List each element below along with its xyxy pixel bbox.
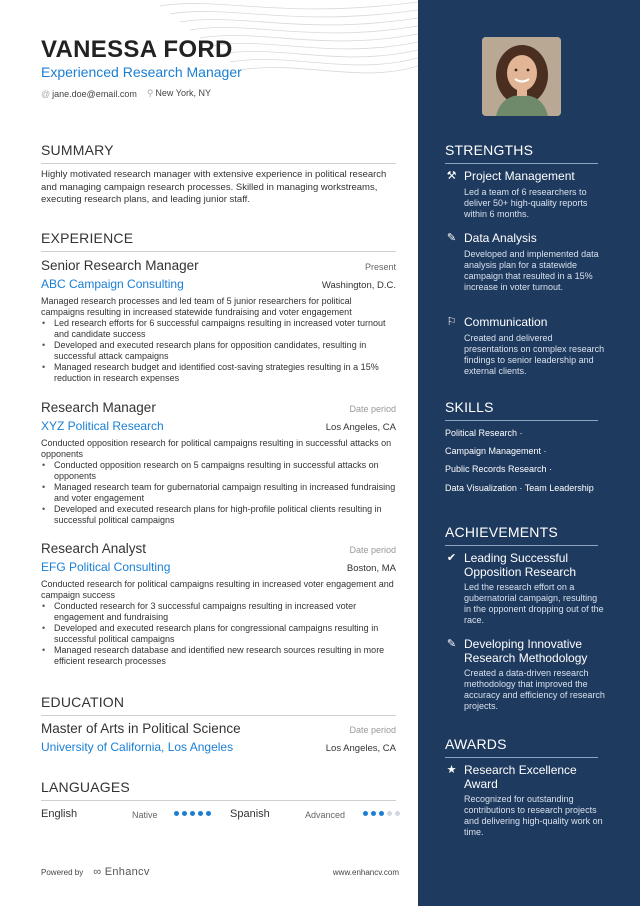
candidate-name: VANESSA FORD [41,36,233,63]
education-heading: EDUCATION [41,694,396,716]
email-contact[interactable] [41,89,137,99]
location-pin-icon: ⚲ [146,88,154,98]
job-bullet: • Conducted opposition research on 5 campaigns resulting in successful attacks on opponents [41,460,396,482]
languages-heading: LANGUAGES [41,779,396,801]
job-bullet: • Managed research team for gubernatorial campaign resulting in increased fundraising and voter engagement [41,482,396,504]
job-bullet: • Conducted research for 3 successful campaigns resulting in increased voter engagement and fundraising [41,601,396,623]
award-item [445,764,605,838]
footer-url[interactable]: www.enhancv.com [332,867,399,877]
flag-icon: ⚐ [446,316,457,328]
degree-title: Master of Arts in Political Science [41,721,241,736]
footer-brand [41,866,150,878]
job-title: Research Analyst [41,541,147,556]
language-proficiency-dots [174,811,211,816]
job-bullet: • Managed research budget and identified cost-saving strategies resulting in a 15% reduction in research expenses [41,362,396,384]
skill-line: Campaign Management · [445,446,547,456]
award-title: Research Excellence Award [464,763,577,791]
star-icon: ★ [446,764,457,776]
proficiency-dot [379,811,384,816]
proficiency-dot [371,811,376,816]
strengths-heading: STRENGTHS [445,142,598,164]
job-bullet: • Developed and executed research plans for opposition candidates, resulting in successful attack campaigns [41,340,396,362]
achievement-item [445,552,605,626]
brand-name: Enhancv [104,866,150,878]
proficiency-dot [363,811,368,816]
job-bullet: • Developed and executed research plans for congressional campaigns resulting in successful political campaigns [41,623,396,645]
job-description: Managed research processes and led team of 5 junior researchers for political campaigns resulting in increased statewide fundraising and voter engagement [41,296,352,317]
awards-heading: AWARDS [445,736,598,758]
proficiency-dot [387,811,392,816]
infinity-icon: ∞ [93,866,105,878]
job-date: Date period [349,404,396,414]
job-date: Date period [349,545,396,555]
tools-icon: ⚒ [446,170,457,182]
location-text: New York, NY [155,88,211,98]
proficiency-dot [198,811,203,816]
award-text: Recognized for outstanding contributions to research projects and delivering high-quality work on time. [464,794,603,837]
job-description: Conducted research for political campaigns resulting in increased voter engagement and campaign success [41,579,394,600]
language-proficiency-dots [363,811,400,816]
email-text: jane.doe@email.com [52,88,137,99]
achievement-title: Developing Innovative Research Methodology [464,637,588,665]
language-level: Native [132,810,158,820]
job-bullet: • Managed research database and identified new research sources resulting in more efficient research processes [41,645,396,667]
skill-line: Data Visualization · Team Leadership [445,483,594,493]
strength-text: Developed and implemented data analysis plan for a statewide campaign that resulted in a 15% increase in voter turnout. [464,248,599,292]
magic-wand-icon: ✎ [446,638,457,650]
education-date: Date period [349,725,396,735]
experience-heading: EXPERIENCE [41,230,396,252]
job-description: Conducted opposition research for political campaigns resulting in successful attacks on opponents [41,438,392,459]
achievement-title: Leading Successful Opposition Research [464,551,577,579]
skill-line: Political Research · [445,428,523,438]
portrait-illustration [482,37,561,116]
job-location: Boston, MA [346,563,396,574]
job-entry [41,541,396,667]
school-name: University of California, Los Angeles [41,740,234,754]
profile-photo [482,37,561,116]
at-icon: @ [41,88,51,99]
proficiency-dot [206,811,211,816]
job-bullet: • Developed and executed research plans for high-profile political clients resulting in successful political campaigns [41,504,396,526]
achievements-heading: ACHIEVEMENTS [445,524,598,546]
proficiency-dot [182,811,187,816]
job-bullets [41,460,396,526]
strength-item [445,170,605,220]
strength-text: Led a team of 6 researchers to deliver 50+ high-quality reports within 6 months. [464,186,588,219]
achievement-text: Created a data-driven research methodology that improved the accuracy and efficiency of research projects. [464,668,605,711]
job-bullets [41,601,396,667]
skill-line: Public Records Research · [445,464,553,474]
achievement-item [445,638,605,712]
candidate-role: Experienced Research Manager [41,64,242,80]
language-name: Spanish [230,808,270,820]
powered-by-text: Powered by [41,867,84,877]
language-name: English [41,808,78,820]
footer [41,866,399,878]
strength-item [445,232,605,293]
job-title: Research Manager [41,400,156,415]
job-bullets [41,318,396,384]
job-company: ABC Campaign Consulting [41,277,184,291]
skills-heading: SKILLS [445,399,598,421]
language-level: Advanced [305,810,346,820]
location-contact [147,88,211,99]
proficiency-dot [190,811,195,816]
proficiency-dot [174,811,179,816]
strength-title: Communication [464,315,548,329]
strength-title: Project Management [464,169,575,183]
summary-heading: SUMMARY [41,142,396,164]
strength-text: Created and delivered presentations on complex research findings to senior leadership and external clients. [464,332,605,376]
job-company: EFG Political Consulting [41,560,171,574]
job-bullet: • Led research efforts for 6 successful campaigns resulting in increased voter turnout and candidate success [41,318,396,340]
contact-line [41,88,211,99]
job-company: XYZ Political Research [41,419,164,433]
strength-title: Data Analysis [464,231,537,245]
summary-text: Highly motivated research manager with extensive experience in political research and managing campaign research processes. Skilled in managing workstreams, executing research plans, and leading junior staff. [41,169,387,205]
job-entry [41,400,396,526]
proficiency-dot [395,811,400,816]
job-location: Washington, D.C. [321,280,396,291]
job-location: Los Angeles, CA [325,422,396,433]
enhancv-logo[interactable] [93,866,149,878]
achievement-text: Led the research effort on a gubernatorial campaign, resulting in the opponent dropping out of the race. [464,582,604,625]
job-date: Present [364,262,396,272]
job-title: Senior Research Manager [41,258,199,273]
check-icon: ✔ [446,552,457,564]
job-entry [41,258,396,384]
education-entry [41,721,396,754]
sidebar [418,0,640,906]
magic-wand-icon: ✎ [446,232,457,244]
school-location: Los Angeles, CA [325,743,396,754]
strength-item [445,316,605,377]
